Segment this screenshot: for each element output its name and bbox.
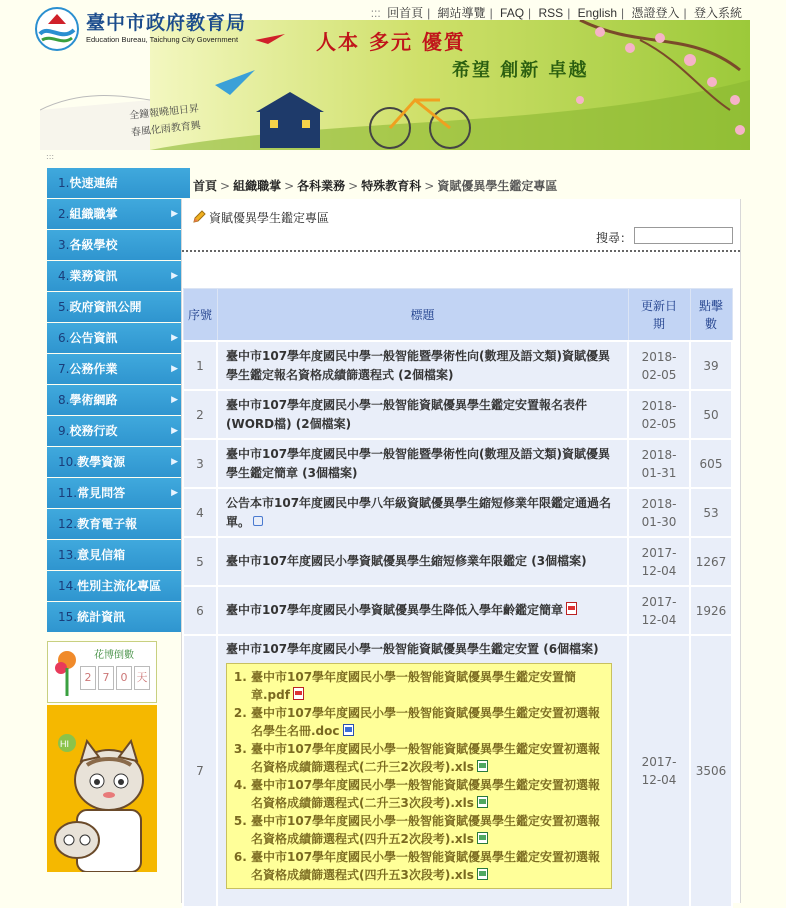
breadcrumb-separator: > — [220, 179, 231, 193]
attachment-item — [251, 740, 605, 776]
table-row — [183, 586, 732, 635]
column-header-hits[interactable] — [690, 289, 732, 342]
breadcrumb-link[interactable]: 特殊教育科 — [361, 179, 422, 193]
submenu-arrow-icon: ▶ — [171, 271, 178, 281]
document-list-table — [182, 288, 733, 908]
mascot-greeting: HI — [60, 739, 69, 749]
sidebar-item-label: 常見問答 — [77, 486, 126, 500]
row-title-link[interactable]: 臺中市107學年度國民小學一般智能資賦優異學生鑑定安置 (6個檔案) — [226, 642, 599, 656]
attachment-link[interactable]: 臺中市107學年度國民小學一般智能資賦優異學生鑑定安置簡章.pdf — [251, 670, 577, 702]
sidebar-item[interactable] — [47, 230, 190, 260]
xls-file-icon[interactable] — [477, 796, 488, 808]
row-number: 5 — [183, 537, 217, 586]
sidebar-item[interactable] — [47, 447, 190, 477]
table-row — [183, 341, 732, 390]
row-hit-count: 3506 — [690, 635, 732, 907]
top-link-system-login[interactable]: 登入系統 — [693, 6, 742, 20]
sidebar-item[interactable] — [47, 478, 190, 508]
page-title — [192, 209, 329, 226]
row-title-cell — [217, 635, 628, 907]
column-header-hits-text: 點擊數 — [698, 298, 723, 331]
sidebar-item-number: 3. — [58, 238, 70, 252]
submenu-arrow-icon: ▶ — [171, 426, 178, 436]
attachment-link[interactable]: 臺中市107學年度國民小學一般智能資賦優異學生鑑定安置初選報名學生名冊.doc — [251, 706, 601, 738]
countdown-digit: 0 — [116, 666, 132, 690]
sidebar-item-number: 5. — [58, 300, 70, 314]
sidebar-item[interactable] — [47, 602, 190, 632]
site-logo[interactable] — [34, 6, 264, 52]
row-hit-count: 605 — [690, 439, 732, 488]
page-title-text: 資賦優異學生鑑定專區 — [209, 211, 330, 225]
breadcrumb-separator: > — [284, 179, 295, 193]
top-link-sitemap[interactable]: 網站導覽 — [437, 6, 486, 20]
breadcrumb-current: 資賦優異學生鑑定專區 — [437, 179, 558, 193]
site-header — [0, 0, 786, 150]
date-year: 2017- — [641, 594, 677, 609]
flora-flower-icon — [52, 648, 82, 698]
date-monthday: 02-05 — [641, 367, 677, 382]
row-hit-count: 1267 — [690, 537, 732, 586]
breadcrumb-link[interactable]: 組織職掌 — [233, 179, 282, 193]
sidebar-item-number: 7. — [58, 362, 70, 376]
sidebar-item-label: 校務行政 — [69, 424, 118, 438]
main-content — [181, 199, 741, 903]
link-file-icon[interactable] — [253, 516, 263, 526]
row-title-link[interactable]: 臺中市107年度國民小學資賦優異學生縮短修業年限鑑定 (3個檔案) — [226, 554, 587, 568]
submenu-arrow-icon: ▶ — [171, 395, 178, 405]
sidebar-item-number: 8. — [58, 393, 70, 407]
breadcrumb-separator: > — [348, 179, 359, 193]
row-updated-date — [628, 488, 690, 537]
search-label: 搜尋： — [596, 231, 633, 245]
row-title-link[interactable]: 臺中市107學年度國民中學一般智能暨學術性向(數理及語文類)資賦優異學生鑑定簡章 (3個檔案) — [226, 446, 611, 480]
date-monthday: 01-30 — [641, 514, 677, 529]
slogan-green: 希望 創新 卓越 — [452, 60, 589, 81]
row-updated-date — [628, 586, 690, 635]
sidebar-item[interactable] — [47, 323, 190, 353]
sidebar-item-label: 業務資訊 — [69, 269, 118, 283]
sidebar-item[interactable] — [47, 571, 190, 601]
sidebar-item-label: 教學資源 — [77, 455, 126, 469]
submenu-arrow-icon: ▶ — [171, 333, 178, 343]
pencil-icon — [192, 210, 206, 224]
search-input[interactable] — [634, 227, 733, 244]
submenu-arrow-icon: ▶ — [171, 364, 178, 374]
row-updated-date — [628, 537, 690, 586]
row-hit-count: 53 — [690, 488, 732, 537]
site-title: 臺中市政府教育局 — [86, 12, 247, 34]
top-link-faq[interactable]: FAQ — [500, 6, 525, 20]
slogan-red: 人本 多元 優質 — [316, 30, 466, 54]
sidebar-item-number: 15. — [58, 610, 78, 624]
date-year: 2018- — [641, 398, 677, 413]
table-row — [183, 439, 732, 488]
sidebar-nav — [47, 168, 190, 633]
site-subtitle: Education Bureau, Taichung City Government — [86, 35, 239, 44]
book-line-1: 全鐘報曉旭日昇 — [128, 103, 200, 122]
attachment-link[interactable]: 臺中市107學年度國民小學一般智能資賦優異學生鑑定安置初選報名資格成績篩選程式(二升三2次段考).xls — [251, 742, 601, 774]
sidebar-item[interactable] — [47, 292, 190, 322]
row-hit-count: 1926 — [690, 586, 732, 635]
row-updated-date — [628, 390, 690, 439]
mascot-cat-illustration — [47, 705, 157, 872]
sidebar-item-label: 公告資訊 — [69, 331, 118, 345]
countdown-unit: 天 — [134, 666, 150, 690]
pdf-file-icon[interactable] — [293, 687, 304, 700]
submenu-arrow-icon: ▶ — [171, 488, 178, 498]
attachment-item — [251, 848, 605, 884]
attachment-link[interactable]: 臺中市107學年度國民小學一般智能資賦優異學生鑑定安置初選報名資格成績篩選程式(四升五3次段考).xls — [251, 850, 601, 882]
attachment-list-box — [226, 663, 612, 889]
sidebar-item[interactable] — [47, 385, 190, 415]
sidebar-item-label: 性別主流化專區 — [77, 579, 162, 593]
sidebar-item-number: 12. — [58, 517, 78, 531]
sidebar-item-label: 各級學校 — [69, 238, 118, 252]
sidebar-item-number: 1. — [58, 176, 70, 190]
sidebar-item-label: 快速連結 — [69, 176, 118, 190]
attachment-link[interactable]: 臺中市107學年度國民小學一般智能資賦優異學生鑑定安置初選報名資格成績篩選程式(四升五2次段考).xls — [251, 814, 601, 846]
column-header-updated-text: 更新日期 — [640, 298, 677, 331]
breadcrumb-link[interactable]: 各科業務 — [297, 179, 346, 193]
countdown-digits — [80, 666, 150, 690]
sidebar-item[interactable] — [47, 509, 190, 539]
dotted-divider — [182, 250, 740, 252]
sidebar-item-label: 學術網路 — [69, 393, 118, 407]
xls-file-icon[interactable] — [477, 832, 488, 844]
sidebar-item[interactable] — [47, 199, 190, 229]
attachment-link[interactable]: 臺中市107學年度國民小學一般智能資賦優異學生鑑定安置初選報名資格成績篩選程式(二升三3次段考).xls — [251, 778, 601, 810]
table-row — [183, 635, 732, 907]
date-monthday: 12-04 — [641, 773, 677, 787]
top-link-home[interactable]: 回首頁 — [387, 6, 424, 20]
countdown-digit: 7 — [98, 666, 114, 690]
date-monthday: 01-31 — [641, 465, 677, 480]
sidebar-item-label: 教育電子報 — [77, 517, 138, 531]
date-year: 2018- — [641, 349, 677, 364]
date-year: 2017- — [641, 755, 677, 769]
table-body — [183, 341, 732, 907]
sidebar-item-number: 10. — [58, 455, 78, 469]
attachment-item — [251, 704, 605, 740]
sidebar-item-label: 統計資訊 — [77, 610, 126, 624]
row-number: 3 — [183, 439, 217, 488]
mascot-banner[interactable] — [47, 705, 157, 872]
sidebar-item-number: 13. — [58, 548, 78, 562]
row-title-link[interactable]: 公告本市107年度國民中學八年級資賦優異學生縮短修業年限鑑定通過名單。 — [226, 495, 612, 529]
row-number: 1 — [183, 341, 217, 390]
date-monthday: 02-05 — [641, 416, 677, 431]
submenu-arrow-icon: ▶ — [171, 209, 178, 219]
doc-file-icon[interactable] — [343, 724, 354, 736]
sidebar-item[interactable] — [47, 354, 190, 384]
sidebar-item-label: 意見信箱 — [77, 548, 126, 562]
sidebar-item-label: 政府資訊公開 — [69, 300, 142, 314]
table-row — [183, 488, 732, 537]
sidebar-item[interactable] — [47, 416, 190, 446]
row-title-cell — [217, 439, 628, 488]
table-header-row — [183, 289, 732, 342]
attachment-item — [251, 812, 605, 848]
accesskey-marker[interactable]: ::: — [370, 6, 381, 20]
submenu-arrow-icon: ▶ — [171, 457, 178, 467]
sidebar-item-number: 11. — [58, 486, 78, 500]
sidebar-item[interactable] — [47, 168, 190, 198]
row-number: 2 — [183, 390, 217, 439]
date-year: 2017- — [641, 545, 677, 560]
row-updated-date — [628, 439, 690, 488]
xls-file-icon[interactable] — [477, 760, 488, 772]
breadcrumb-separator: > — [424, 179, 435, 193]
sidebar-item[interactable] — [47, 540, 190, 570]
column-header-updated[interactable] — [628, 289, 690, 342]
attachment-item — [251, 668, 605, 704]
row-title-cell — [217, 390, 628, 439]
date-year: 2018- — [641, 496, 677, 511]
row-hit-count: 39 — [690, 341, 732, 390]
book-line-2: 春風化雨教育興 — [130, 120, 202, 139]
row-title-cell — [217, 488, 628, 537]
sidebar-item-number: 2. — [58, 207, 70, 221]
logo-emblem-icon — [34, 6, 80, 52]
date-year: 2018- — [641, 447, 677, 462]
breadcrumb-link[interactable]: 首頁 — [193, 179, 218, 193]
sidebar-item-number: 4. — [58, 269, 70, 283]
row-updated-date — [628, 341, 690, 390]
row-number: 6 — [183, 586, 217, 635]
row-title-cell — [217, 537, 628, 586]
attachment-item — [251, 776, 605, 812]
row-hit-count: 50 — [690, 390, 732, 439]
sidebar-item-label: 公務作業 — [69, 362, 118, 376]
row-title-cell — [217, 341, 628, 390]
sidebar-item-number: 14. — [58, 579, 78, 593]
xls-file-icon[interactable] — [477, 868, 488, 880]
sidebar-item[interactable] — [47, 261, 190, 291]
countdown-digit: 2 — [80, 666, 96, 690]
sidebar-item-number: 9. — [58, 424, 70, 438]
row-title-link[interactable]: 臺中市107學年度國民小學資賦優異學生降低入學年齡鑑定簡章 — [226, 603, 564, 617]
column-header-title[interactable]: 標題 — [217, 289, 628, 342]
top-link-english[interactable]: English — [577, 6, 618, 20]
sidebar-item-number: 6. — [58, 331, 70, 345]
row-number: 4 — [183, 488, 217, 537]
top-link-rss[interactable]: RSS — [538, 6, 564, 20]
row-updated-date — [628, 635, 690, 907]
date-monthday: 12-04 — [641, 563, 677, 578]
top-link-cert-login[interactable]: 憑證登入 — [631, 6, 680, 20]
pdf-file-icon[interactable] — [566, 602, 577, 615]
sidebar-item-label: 組織職掌 — [69, 207, 118, 221]
top-links-bar: ::: 回首頁 | 網站導覽 | FAQ | RSS | English | 憑證登入 | 登入系統 — [370, 6, 742, 20]
column-header-no[interactable]: 序號 — [183, 289, 217, 342]
row-number: 7 — [183, 635, 217, 907]
breadcrumb — [193, 177, 557, 194]
book-calligraphy — [128, 100, 201, 141]
accesskey-left[interactable]: ::: — [46, 152, 55, 161]
row-title-cell — [217, 586, 628, 635]
date-monthday: 12-04 — [641, 612, 677, 627]
table-row — [183, 390, 732, 439]
row-title-link[interactable]: 臺中市107學年度國民中學一般智能暨學術性向(數理及語文類)資賦優異學生鑑定報名資格成績篩選程式 (2個檔案) — [226, 348, 611, 382]
flora-title: 花博倒數 — [94, 650, 134, 661]
flora-expo-countdown-banner[interactable] — [47, 641, 157, 703]
table-row — [183, 537, 732, 586]
row-title-link[interactable]: 臺中市107學年度國民小學一般智能資賦優異學生鑑定安置報名表件(WORD檔) (2個檔案) — [226, 397, 588, 431]
